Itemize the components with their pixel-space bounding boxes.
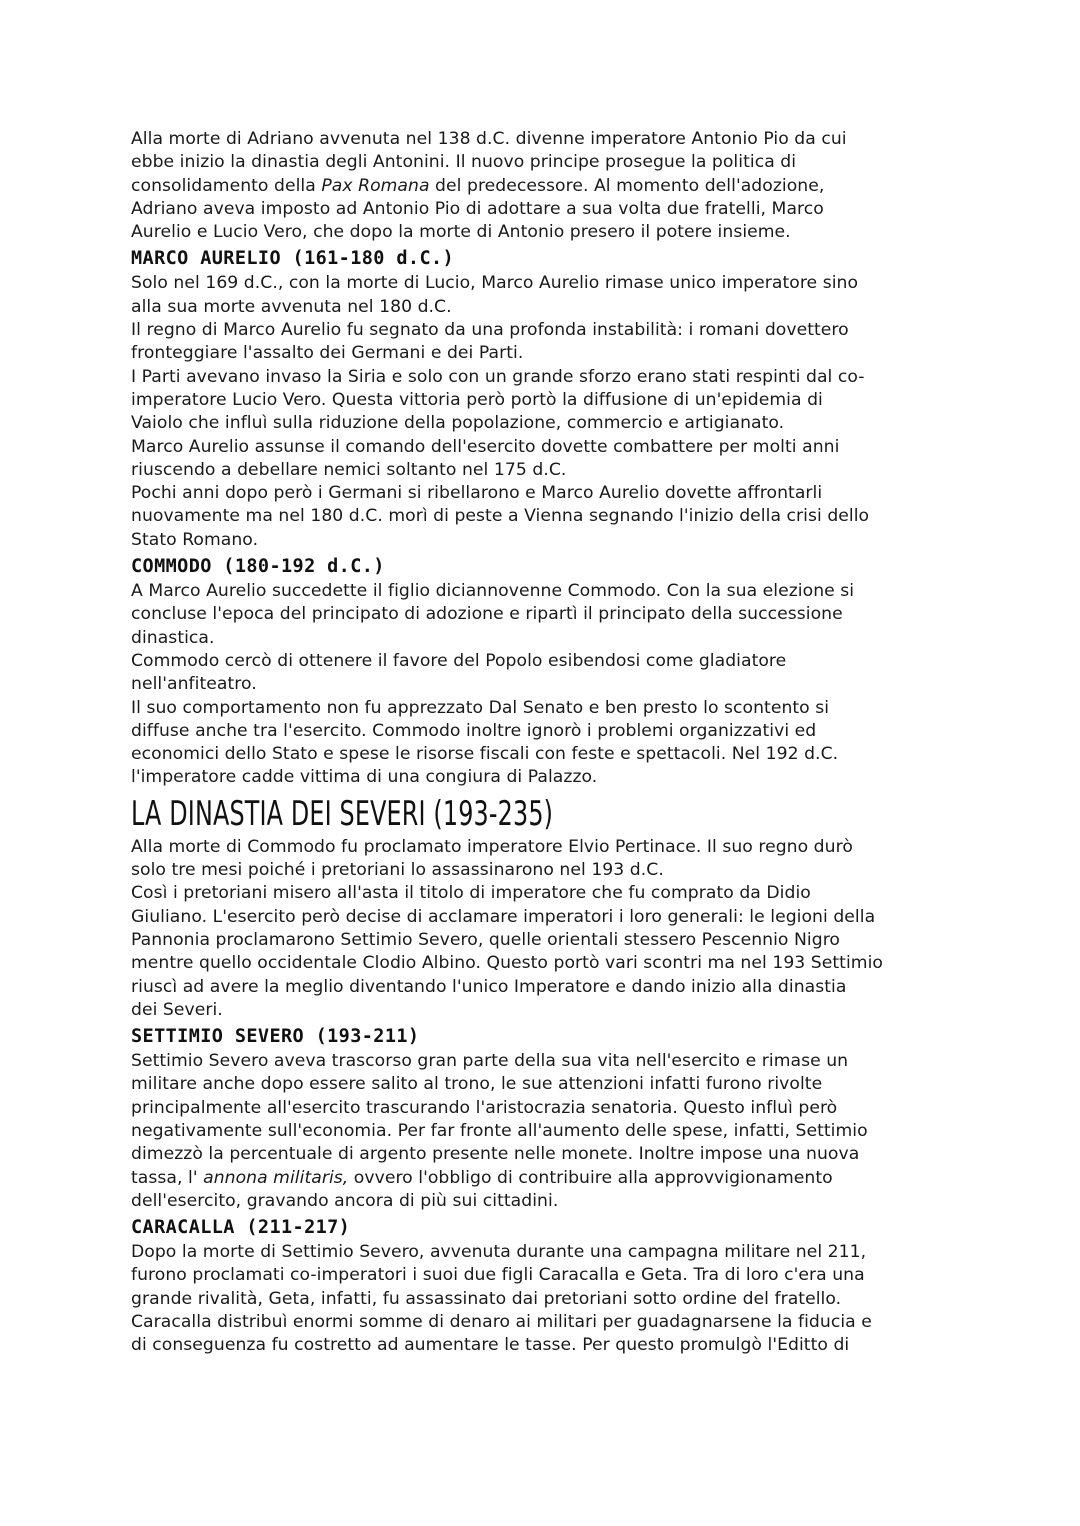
settimio-severo-paragraph [131, 1050, 961, 1213]
heading-marco-aurelio: MARCO AURELIO (161-180 d.C.) [131, 248, 455, 270]
text-line: militare anche dopo essere salito al trono, le sue attenzioni infatti furono rivolte [131, 1074, 823, 1095]
text-line: nell'anfiteatro. [131, 674, 257, 695]
text-line: furono proclamati co-imperatori i suoi due figli Caracalla e Geta. Tra di loro c'era una [131, 1265, 865, 1286]
heading-commodo: COMMODO (180-192 d.C.) [131, 556, 385, 578]
text-fragment: tassa, l' [131, 1167, 204, 1188]
text-line [131, 175, 961, 198]
text-line: Pochi anni dopo però i Germani si ribellarono e Marco Aurelio dovette affrontarli [131, 483, 823, 504]
text-line: Caracalla distribuì enormi somme di denaro ai militari per guadagnarsene la fiducia e [131, 1312, 872, 1333]
text-line: solo tre mesi poiché i pretoriani lo assassinarono nel 193 d.C. [131, 860, 664, 881]
text-line: riuscendo a debellare nemici soltanto nel 175 d.C. [131, 459, 567, 480]
heading-settimio-severo: SETTIMIO SEVERO (193-211) [131, 1026, 420, 1048]
text-fragment: del predecessore. Al momento dell'adozione, [429, 175, 825, 196]
text-line [131, 1167, 961, 1190]
text-line: dimezzò la percentuale di argento presente nelle monete. Inoltre impose una nuova [131, 1144, 860, 1165]
text-line: Giuliano. L'esercito però decise di acclamare imperatori i loro generali: le legioni della [131, 906, 876, 927]
text-line: dinastica. [131, 627, 215, 648]
text-line: negativamente sull'economia. Per far fronte all'aumento delle spese, infatti, Settimio [131, 1120, 868, 1141]
text-line: l'imperatore cadde vittima di una congiura di Palazzo. [131, 767, 598, 788]
text-line: dei Severi. [131, 999, 223, 1020]
text-line: imperatore Lucio Vero. Questa vittoria però portò la diffusione di un'epidemia di [131, 389, 823, 410]
marco-aurelio-paragraph [131, 272, 961, 552]
text-line: Commodo cercò di ottenere il favore del Popolo esibendosi come gladiatore [131, 650, 787, 671]
intro-paragraph [131, 128, 961, 244]
text-line: Settimio Severo aveva trascorso gran parte della sua vita nell'esercito e rimase un [131, 1051, 849, 1072]
severi-paragraph [131, 836, 961, 1022]
section-title-severi: LA DINASTIA DEI SEVERI (193-235) [131, 793, 554, 834]
text-line: dell'esercito, gravando ancora di più sui cittadini. [131, 1190, 559, 1211]
text-line: Adriano aveva imposto ad Antonio Pio di adottare a sua volta due fratelli, Marco [131, 198, 824, 219]
text-line: Il regno di Marco Aurelio fu segnato da una profonda instabilità: i romani dovettero [131, 320, 849, 341]
text-line: Dopo la morte di Settimio Severo, avvenuta durante una campagna militare nel 211, [131, 1242, 867, 1263]
text-line: Stato Romano. [131, 529, 259, 550]
text-line: ebbe inizio la dinastia degli Antonini. Il nuovo principe prosegue la politica di [131, 152, 797, 173]
text-line: Marco Aurelio assunse il comando dell'esercito dovette combattere per molti anni [131, 436, 840, 457]
text-line: nuovamente ma nel 180 d.C. morì di peste a Vienna segnando l'inizio della crisi dello [131, 506, 870, 527]
caracalla-paragraph [131, 1241, 961, 1357]
text-line: riuscì ad avere la meglio diventando l'unico Imperatore e dando inizio alla dinastia [131, 976, 847, 997]
text-line: diffuse anche tra l'esercito. Commodo inoltre ignorò i problemi organizzativi ed [131, 720, 817, 741]
heading-caracalla: CARACALLA (211-217) [131, 1217, 351, 1239]
text-line: mentre quello occidentale Clodio Albino. Questo portò vari scontri ma nel 193 Settimio [131, 953, 883, 974]
text-line: principalmente all'esercito trascurando l'aristocrazia senatoria. Questo influì però [131, 1097, 838, 1118]
text-fragment: ovvero l'obbligo di contribuire alla approvvigionamento [348, 1167, 833, 1188]
text-line: A Marco Aurelio succedette il figlio diciannovenne Commodo. Con la sua elezione si [131, 581, 855, 602]
text-line: Pannonia proclamarono Settimio Severo, quelle orientali stessero Pescennio Nigro [131, 929, 840, 950]
text-line: Vaiolo che influì sulla riduzione della popolazione, commercio e artigianato. [131, 413, 785, 434]
text-line: Alla morte di Commodo fu proclamato imperatore Elvio Pertinace. Il suo regno durò [131, 836, 853, 857]
text-line: Il suo comportamento non fu apprezzato Dal Senato e ben presto lo scontento si [131, 697, 830, 718]
text-line: economici dello Stato e spese le risorse fiscali con feste e spettacoli. Nel 192 d.C. [131, 744, 839, 765]
text-fragment: consolidamento della [131, 175, 322, 196]
text-line: alla sua morte avvenuta nel 180 d.C. [131, 296, 452, 317]
commodo-paragraph [131, 580, 961, 790]
text-line: di conseguenza fu costretto ad aumentare le tasse. Per questo promulgò l'Editto di [131, 1335, 850, 1356]
text-line: I Parti avevano invaso la Siria e solo con un grande sforzo erano stati respinti dal co- [131, 366, 865, 387]
italic-term: annona militaris, [203, 1167, 349, 1188]
text-line: fronteggiare l'assalto dei Germani e dei Parti. [131, 343, 524, 364]
document-page [131, 128, 961, 1358]
text-line: Aurelio e Lucio Vero, che dopo la morte di Antonio presero il potere insieme. [131, 222, 791, 243]
text-line: Solo nel 169 d.C., con la morte di Lucio, Marco Aurelio rimase unico imperatore sino [131, 273, 859, 294]
text-line: concluse l'epoca del principato di adozione e ripartì il principato della successione [131, 604, 843, 625]
text-line: Così i pretoriani misero all'asta il titolo di imperatore che fu comprato da Didio [131, 883, 811, 904]
italic-term: Pax Romana [321, 175, 430, 196]
text-line: Alla morte di Adriano avvenuta nel 138 d.C. divenne imperatore Antonio Pio da cui [131, 129, 847, 149]
text-line: grande rivalità, Geta, infatti, fu assassinato dai pretoriani sotto ordine del fratello. [131, 1288, 842, 1309]
